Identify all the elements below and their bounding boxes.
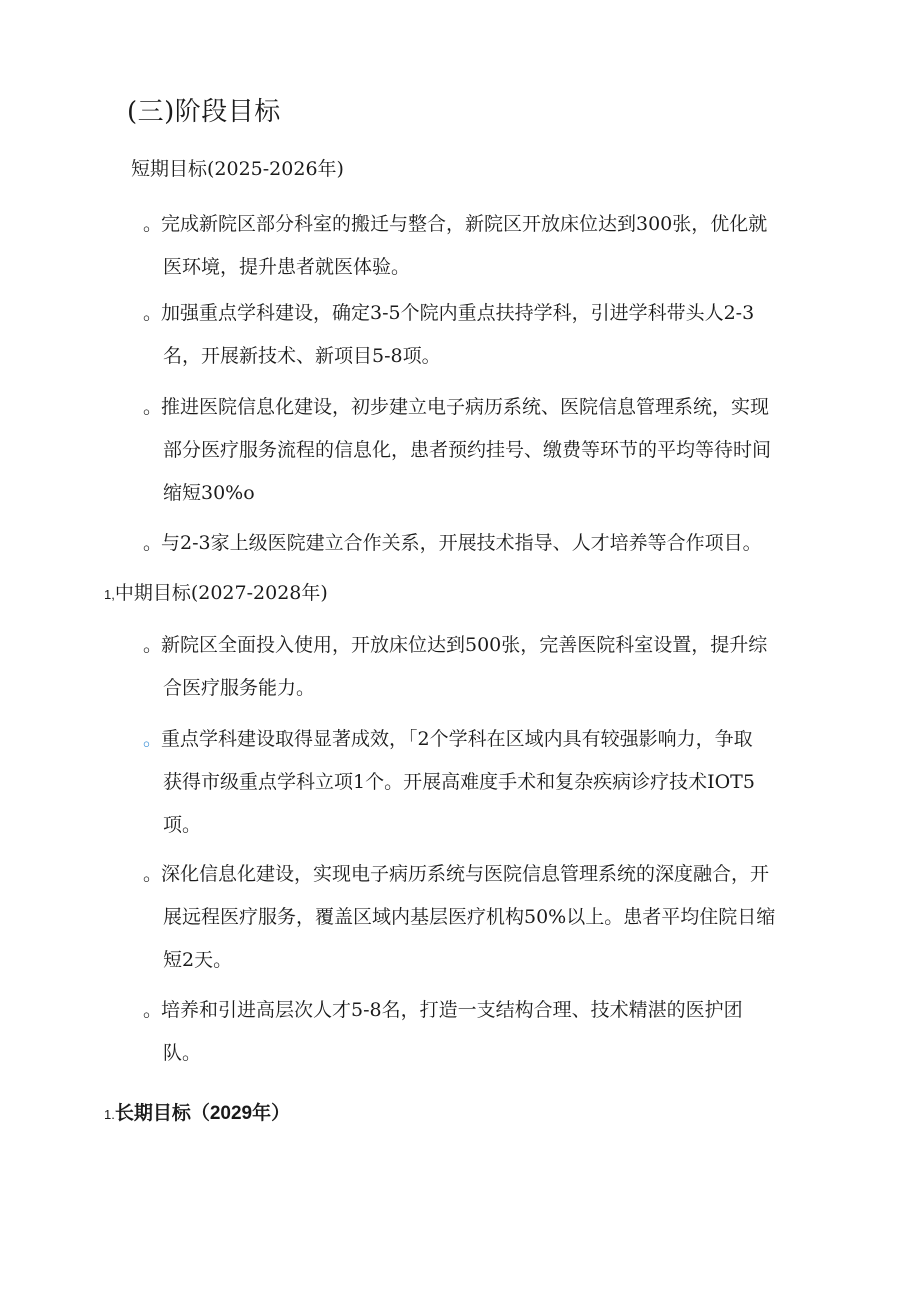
- bullet: 。: [143, 863, 163, 885]
- list-item: [143, 853, 811, 982]
- bullet: 。: [143, 999, 163, 1021]
- list-item: [143, 292, 811, 378]
- bullet: 。: [143, 302, 163, 324]
- item-text: 新院区全面投入使用，开放床位达到500张，完善医院科室设置，提升综: [161, 634, 768, 656]
- list-item: [143, 624, 811, 710]
- long-term-heading: [104, 1099, 290, 1130]
- item-text: 名，开展新技术、新项目5-8项。: [163, 345, 441, 367]
- item-text: 医环境，提升患者就医体验。: [163, 256, 411, 278]
- item-text: 合医疗服务能力。: [163, 677, 316, 699]
- item-text: 培养和引进高层次人才5-8名，打造一支结构合理、技术精湛的医护团: [161, 999, 743, 1021]
- item-text: 获得市级重点学科立项1个。开展高难度手术和复杂疾病诊疗技术IOT5: [163, 771, 755, 793]
- section-title: (三)阶段目标: [127, 97, 281, 127]
- item-text: 与2-3家上级医院建立合作关系，开展技术指导、人才培养等合作项目。: [161, 532, 762, 554]
- list-item: [143, 718, 811, 847]
- item-text: 部分医疗服务流程的信息化，患者预约挂号、缴费等环节的平均等待时间: [163, 439, 772, 461]
- long-term-number: 1.: [104, 1107, 115, 1122]
- mid-term-number: 1,: [104, 587, 115, 602]
- long-term-title: 长期目标（2029年）: [114, 1103, 291, 1124]
- item-text: 缩短30%o: [163, 482, 255, 504]
- item-text: 完成新院区部分科室的搬迁与整合，新院区开放床位达到300张，优化就: [161, 213, 768, 235]
- item-text: 重点学科建设取得显著成效，「2个学科在区域内具有较强影响力，争取: [161, 728, 753, 750]
- list-item: [143, 386, 811, 515]
- bullet: 。: [143, 213, 163, 235]
- bullet: 。: [143, 728, 163, 750]
- mid-term-heading: [104, 578, 328, 610]
- item-text: 项。: [163, 814, 202, 836]
- item-text: 推进医院信息化建设，初步建立电子病历系统、医院信息管理系统，实现: [161, 396, 770, 418]
- bullet: 。: [143, 634, 163, 656]
- mid-term-title: 中期目标(2027-2028年): [114, 582, 328, 604]
- list-item: [143, 203, 811, 289]
- bullet: 。: [143, 396, 163, 418]
- item-text: 深化信息化建设，实现电子病历系统与医院信息管理系统的深度融合，开: [161, 863, 770, 885]
- short-term-heading: 短期目标(2025-2026年): [131, 158, 344, 180]
- list-item: [143, 989, 811, 1075]
- list-item: [143, 522, 811, 565]
- item-text: 展远程医疗服务，覆盖区域内基层医疗机构50%以上。患者平均住院日缩: [163, 906, 776, 928]
- item-text: 队。: [163, 1042, 202, 1064]
- bullet: 。: [143, 532, 163, 554]
- item-text: 加强重点学科建设，确定3-5个院内重点扶持学科，引进学科带头人2-3: [161, 302, 755, 324]
- item-text: 短2天。: [163, 949, 233, 971]
